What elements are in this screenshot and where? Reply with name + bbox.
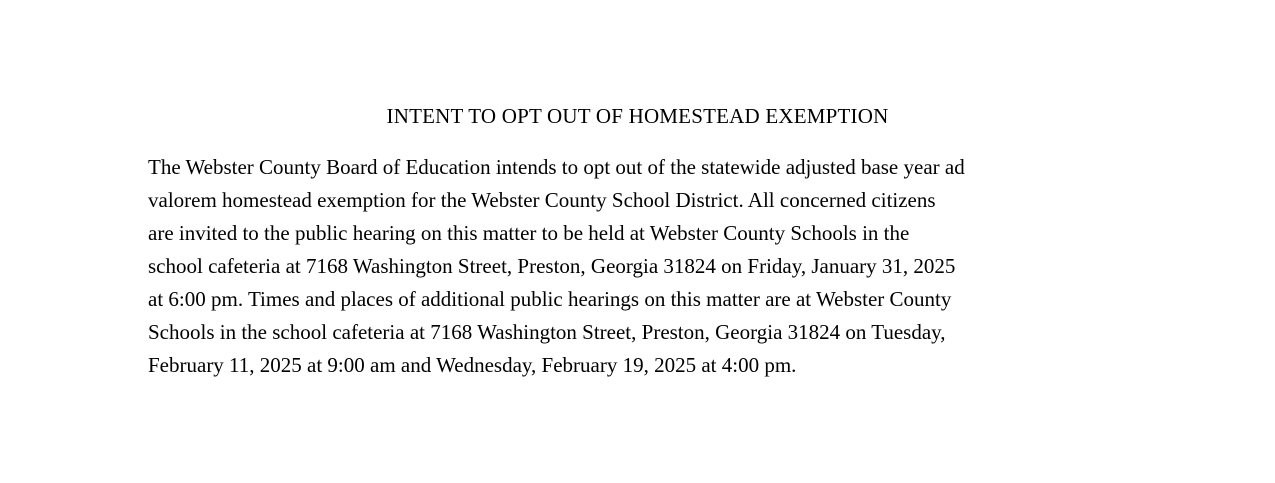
notice-body-line-1: The Webster County Board of Education intends to opt out of the statewide adjusted base year ad — [148, 155, 965, 179]
notice-body-line-5: at 6:00 pm. Times and places of additional public hearings on this matter are at Webster County — [148, 287, 952, 311]
notice-body-line-3: are invited to the public hearing on this matter to be held at Webster County Schools in the — [148, 221, 910, 245]
notice-body — [148, 151, 1158, 382]
notice-body-line-7: February 11, 2025 at 9:00 am and Wednesday, February 19, 2025 at 4:00 pm. — [148, 353, 797, 377]
notice-body-line-6: Schools in the school cafeteria at 7168 Washington Street, Preston, Georgia 31824 on Tuesday, — [148, 320, 946, 344]
notice-title: INTENT TO OPT OUT OF HOMESTEAD EXEMPTION — [386, 104, 889, 128]
notice-body-line-4: school cafeteria at 7168 Washington Street, Preston, Georgia 31824 on Friday, January 31, 2025 — [148, 254, 956, 278]
notice-body-line-2: valorem homestead exemption for the Webster County School District. All concerned citizens — [148, 188, 936, 212]
